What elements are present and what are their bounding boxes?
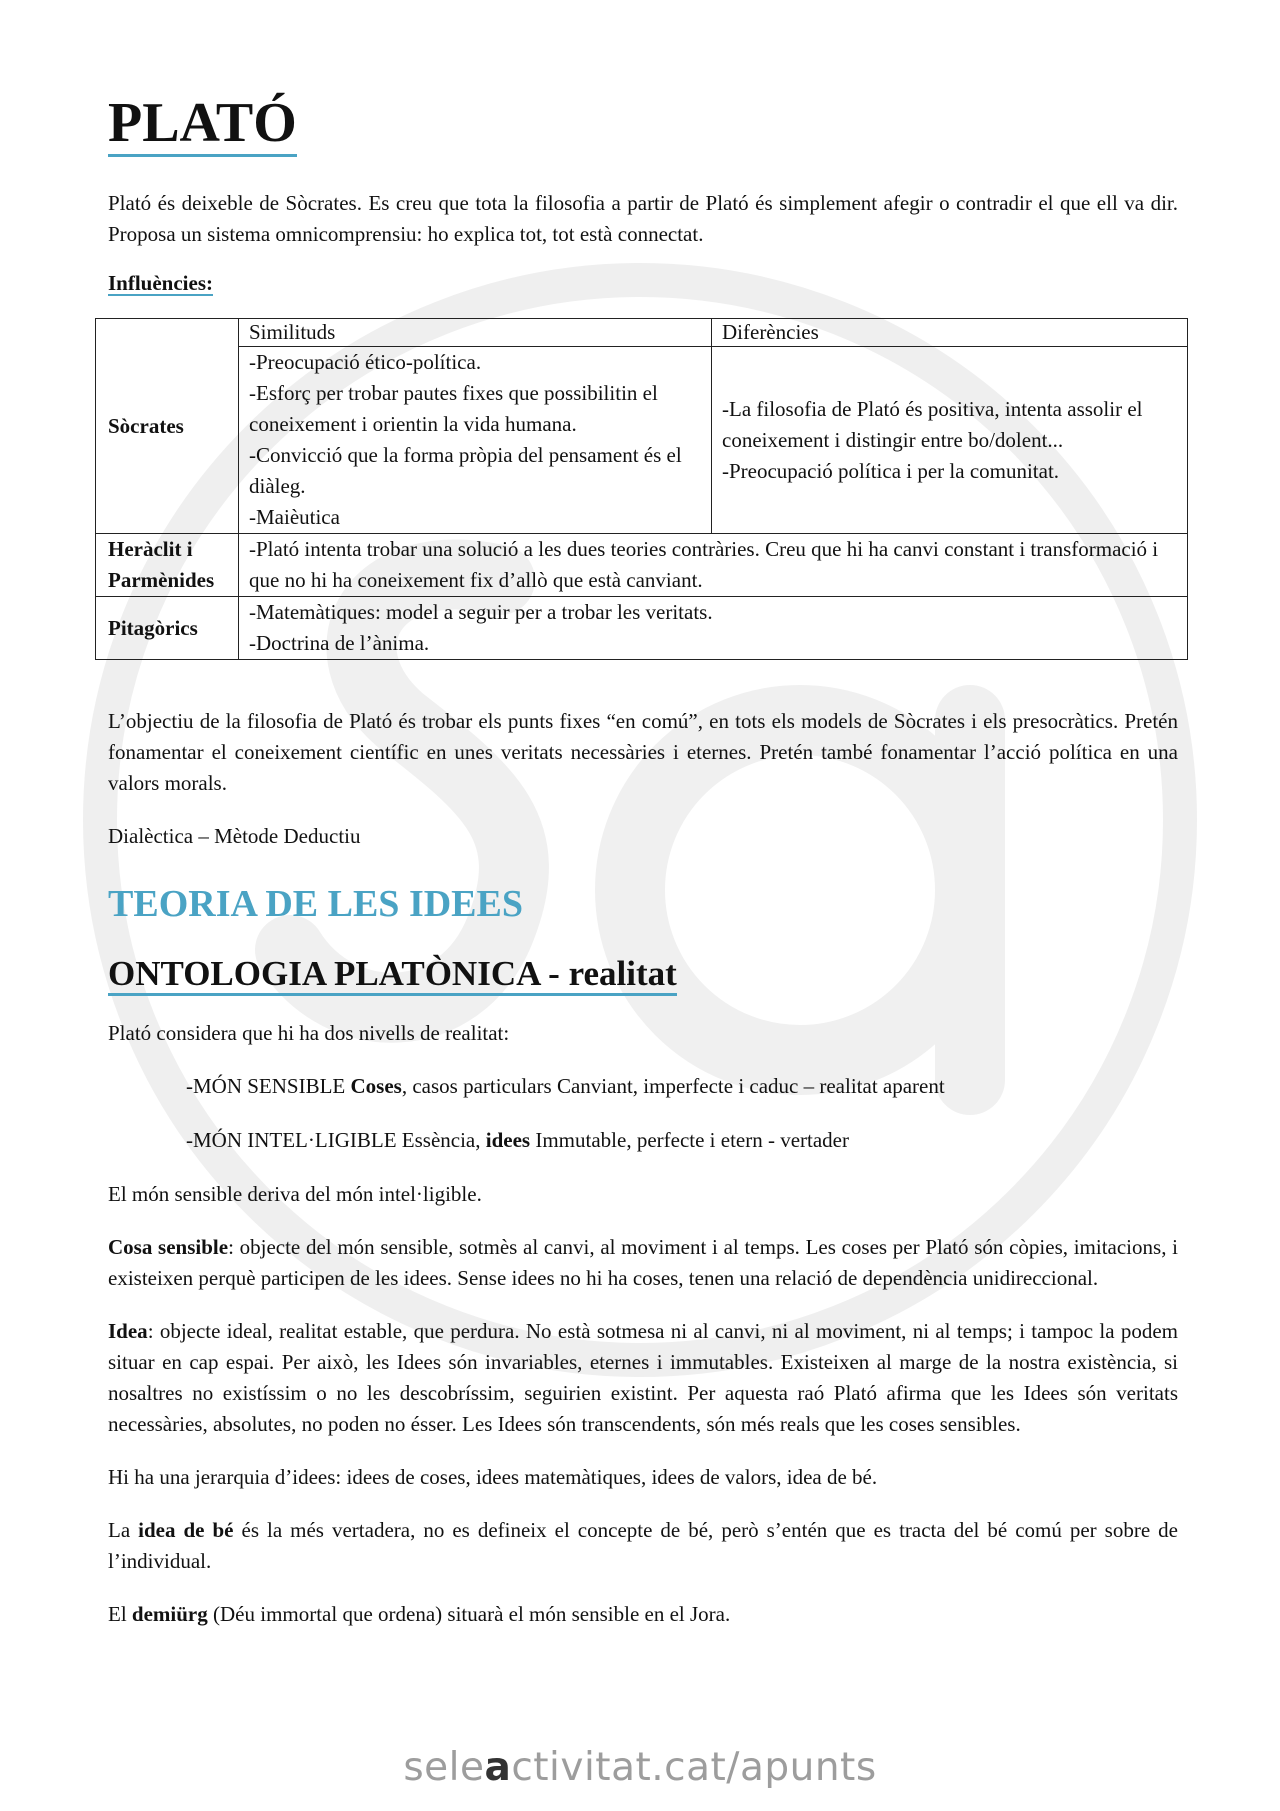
pitagorics-label: Pitagòrics xyxy=(96,597,239,660)
page-title: PLATÓ xyxy=(108,95,297,157)
col-diferencies: Diferències xyxy=(712,319,1188,347)
socrates-label: Sòcrates xyxy=(96,319,239,534)
document-page xyxy=(108,92,1178,1630)
table-row xyxy=(96,597,1188,660)
jerarquia-line: Hi ha una jerarquia d’idees: idees de coses, idees matemàtiques, idees de valors, idea de bé. xyxy=(108,1465,878,1489)
table-row xyxy=(96,347,1188,534)
socrates-diferencies: -La filosofia de Plató és positiva, intenta assolir el coneixement i distingir entre bo/dolent... -Preocupació política i per la comunitat. xyxy=(712,347,1188,534)
pitagorics-text: -Matemàtiques: model a seguir per a trobar les veritats. -Doctrina de l’ànima. xyxy=(239,597,1188,660)
influences-table xyxy=(95,318,1188,660)
col-similituds: Similituds xyxy=(239,319,712,347)
section-heading-ontologia: ONTOLOGIA PLATÒNICA - realitat xyxy=(108,956,677,996)
section-heading-teoria: TEORIA DE LES IDEES xyxy=(108,883,523,925)
deriva-line: El món sensible deriva del món intel·ligible. xyxy=(108,1182,482,1206)
heraclit-label: Heràclit i Parmènides xyxy=(96,534,239,597)
influences-heading: Influències: xyxy=(108,271,213,295)
mon-intelligible-line: -MÓN INTEL·LIGIBLE Essència, idees Immutable, perfecte i etern - vertader xyxy=(186,1128,850,1152)
cosa-sensible-paragraph: Cosa sensible: objecte del món sensible, sotmès al canvi, al moviment i al temps. Les coses per Plató són còpies, imitacions, i existeixen perquè participen de les idees. Sense idees no hi ha coses, tenen una relació de dependència unidireccional. xyxy=(108,1235,1178,1290)
intro-paragraph: Plató és deixeble de Sòcrates. Es creu que tota la filosofia a partir de Plató és simplement afegir o contradir el que ell va dir. Proposa un sistema omnicomprensiu: ho explica tot, tot està connectat. xyxy=(108,191,1178,246)
mon-sensible-line: -MÓN SENSIBLE Coses, casos particulars Canviant, imperfecte i caduc – realitat aparent xyxy=(186,1074,945,1098)
idea-paragraph: Idea: objecte ideal, realitat estable, que perdura. No està sotmesa ni al canvi, ni al moviment, ni al temps; i tampoc la podem situar en cap espai. Per això, les Idees són invariables, eternes i immutables. Existeixen al marge de la nostra existència, si nosaltres no existíssim o no les descobríssim, seguirien existint. Per aquesta raó Plató afirma que les Idees són veritats necessàries, absolutes, no poden no ésser. Les Idees són transcendents, són més reals que les coses sensibles. xyxy=(108,1319,1178,1436)
table-header-row xyxy=(96,319,1188,347)
nivells-intro: Plató considera que hi ha dos nivells de realitat: xyxy=(108,1021,510,1045)
socrates-similituds: -Preocupació ético-política. -Esforç per trobar pautes fixes que possibilitin el coneixement i orientin la vida humana. -Convicció que la forma pròpia del pensament és el diàleg. -Maièutica xyxy=(239,347,712,534)
idea-de-be-paragraph: La idea de bé és la més vertadera, no es defineix el concepte de bé, però s’entén que es tracta del bé comú per sobre de l’individual. xyxy=(108,1518,1178,1573)
heraclit-text: -Plató intenta trobar una solució a les dues teories contràries. Creu que hi ha canvi constant i transformació i que no hi ha coneixement fix d’allò que està canviant. xyxy=(239,534,1188,597)
footer-link[interactable]: seleactivitat.cat/apunts xyxy=(403,1745,877,1790)
demiurg-line: El demiürg (Déu immortal que ordena) situarà el món sensible en el Jora. xyxy=(108,1602,731,1626)
table-row xyxy=(96,534,1188,597)
objectiu-paragraph: L’objectiu de la filosofia de Plató és trobar els punts fixes “en comú”, en tots els models de Sòcrates i els presocràtics. Pretén fonamentar el coneixement científic en unes veritats necessàries i eternes. Pretén també fonamentar l’acció política en una valors morals. xyxy=(108,709,1178,795)
dialectica-line: Dialèctica – Mètode Deductiu xyxy=(108,824,361,848)
